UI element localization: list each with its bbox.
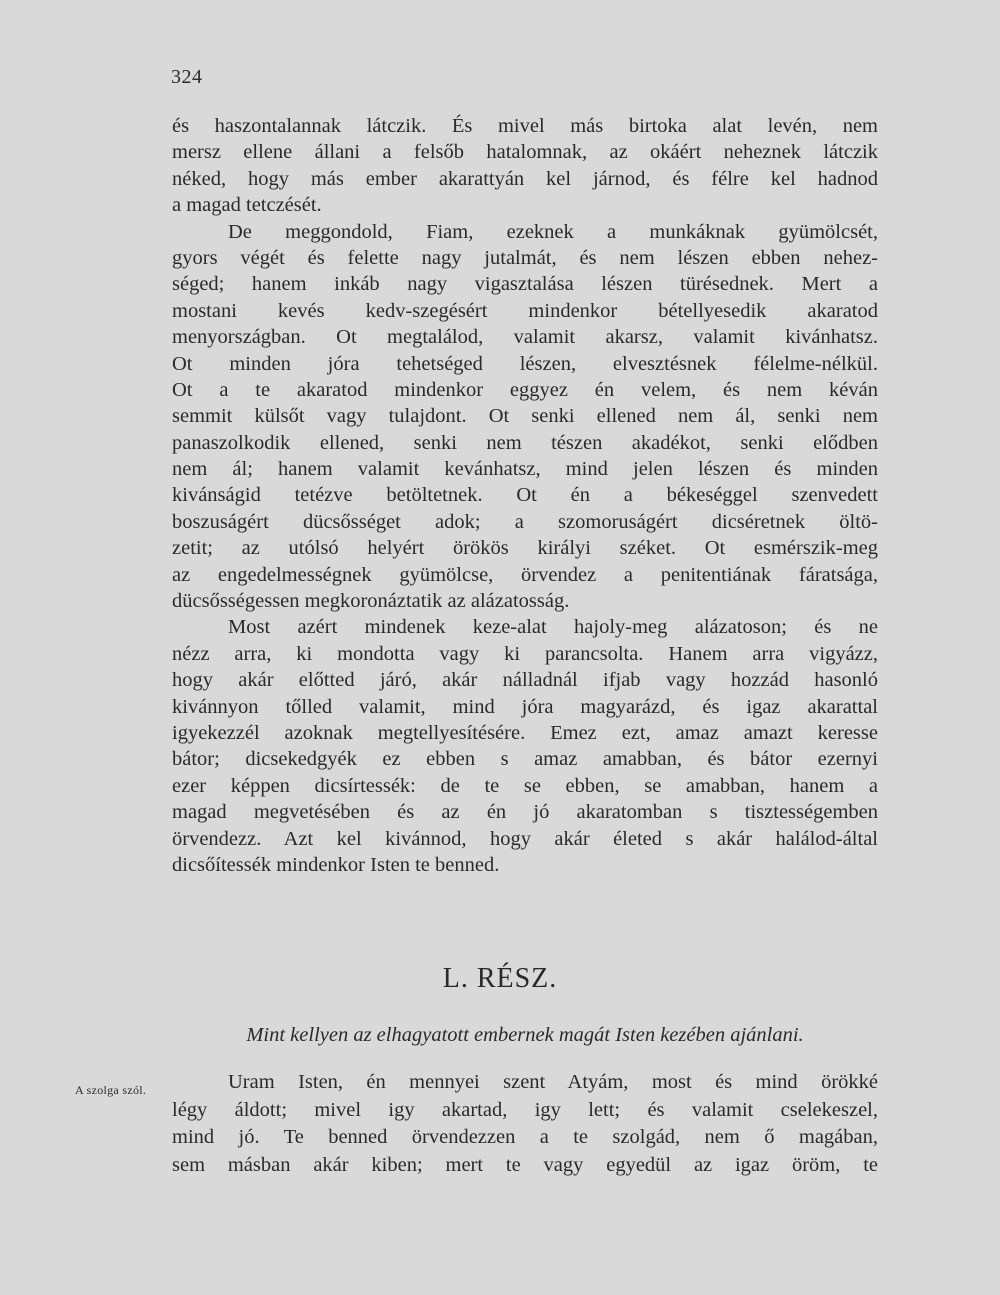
text-line: Ot a te akaratod mindenkor eggyez én velem, és nem kéván xyxy=(172,378,878,401)
text-line: zetit; az utólsó helyért örökös királyi széket. Ot esmérszik-meg xyxy=(172,537,878,560)
text-line: néked, hogy más ember akarattyán kel járnod, és félre kel hadnod xyxy=(172,167,878,190)
text-line: hogy akár előtted járó, akár nálladnál ifjab vagy hozzád hasonló xyxy=(172,669,878,692)
body-text xyxy=(172,113,878,878)
section-heading: L. RÉSZ. xyxy=(442,963,558,994)
text-line: kivánnyon tőlled valamit, mind jóra magyarázd, és igaz akarattal xyxy=(172,695,878,718)
margin-note: A szolga szól. xyxy=(75,1083,147,1097)
section-text xyxy=(172,1069,878,1179)
text-line: igyekezzél azoknak megtellyesítésére. Emez ezt, amaz amazt keresse xyxy=(172,721,878,744)
text-line: légy áldott; mivel igy akartad, igy lett; és valamit cselekeszel, xyxy=(172,1098,878,1121)
text-line: boszuságért dücsősséget adok; a szomoruságért dicséretnek öltö- xyxy=(172,510,878,533)
page-number: 324 xyxy=(171,66,203,88)
text-line: mind jó. Te benned örvendezzen a te szolgád, nem ő magában, xyxy=(172,1126,878,1148)
text-line: örvendezz. Azt kel kivánnod, hogy akár életed s akár halálod-által xyxy=(172,827,878,850)
text-line: magad megvetésében és az én jó akaratomban s tisztességemben xyxy=(172,801,878,824)
text-line: dicsőítessék mindenkor Isten te benned. xyxy=(172,853,500,876)
text-line: a magad tetczését. xyxy=(172,194,322,217)
text-line: nézz arra, ki mondotta vagy ki parancsolta. Hanem arra vigyázz, xyxy=(172,642,878,665)
section-subtitle: Mint kellyen az elhagyatott embernek magát Isten kezében ajánlani. xyxy=(246,1024,804,1046)
text-line: Most azért mindenek keze-alat hajoly-meg alázatoson; és ne xyxy=(228,616,878,639)
text-line: menyországban. Ot megtalálod, valamit akarsz, valamit kivánhatsz. xyxy=(172,326,878,349)
text-line: Ot minden jóra tehetséged lészen, elvesztésnek félelme-nélkül. xyxy=(172,352,878,375)
text-line: sem másban akár kiben; mert te vagy egyedül az igaz öröm, te xyxy=(172,1153,878,1176)
text-line: semmit külsőt vagy tulajdont. Ot senki ellened nem ál, senki nem xyxy=(172,405,878,428)
text-line: De meggondold, Fiam, ezeknek a munkáknak gyümölcsét, xyxy=(228,220,878,243)
text-line: mostani kevés kedv-szegésért mindenkor bétellyesedik akaratod xyxy=(172,299,878,322)
text-line: mersz ellene állani a felsőb hatalomnak, az okáért neheznek látczik xyxy=(172,141,878,164)
text-line: az engedelmességnek gyümölcse, örvendez a penitentiának fáratsága, xyxy=(172,563,878,586)
text-line: nem ál; hanem valamit kevánhatsz, mind jelen lészen és minden xyxy=(172,458,878,481)
text-line: Uram Isten, én mennyei szent Atyám, most és mind örökké xyxy=(228,1071,878,1093)
text-line: séged; hanem inkáb nagy vigasztalása lészen türésednek. Mert a xyxy=(172,273,878,296)
text-line: bátor; dicsekedgyék ez ebben s amaz amabban, és bátor ezernyi xyxy=(172,748,878,771)
text-line: és haszontalannak látczik. És mivel más birtoka alat levén, nem xyxy=(172,115,878,137)
text-line: dücsősségessen megkoronáztatik az alázatosság. xyxy=(172,590,570,613)
text-line: ezer képpen dicsírtessék: de te se ebben, se amabban, hanem a xyxy=(172,774,878,797)
text-line: panaszolkodik ellened, senki nem tészen akadékot, senki elődben xyxy=(172,431,878,454)
text-line: gyors végét és felette nagy jutalmát, és nem lészen ebben nehez- xyxy=(172,246,878,269)
text-line: kivánságid tetézve betöltetnek. Ot én a békeséggel szenvedett xyxy=(172,484,878,507)
